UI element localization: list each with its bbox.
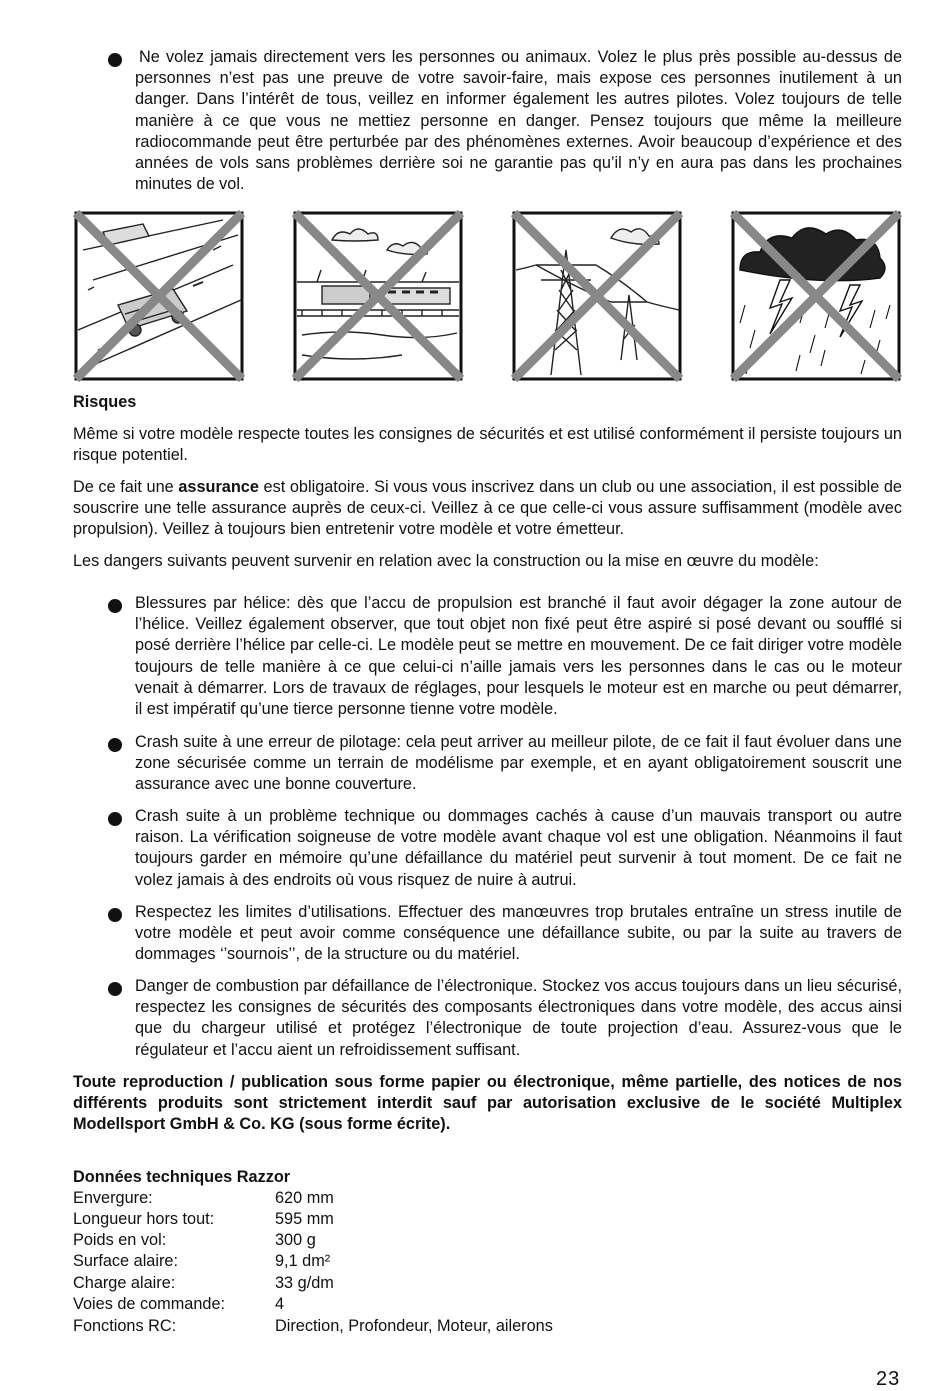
spec-label: Longueur hors tout: (73, 1210, 215, 1228)
no-fly-near-power-lines-icon (511, 210, 683, 382)
spec-row (73, 1252, 773, 1273)
specs-heading: Données techniques Razzor (73, 1168, 291, 1186)
no-fly-over-roads-icon (73, 210, 245, 382)
risks-heading: Risques (73, 393, 137, 411)
spec-row (73, 1210, 773, 1231)
bullet-dot (108, 53, 122, 67)
no-fly-near-railway-icon (292, 210, 464, 382)
spec-value: 33 g/dm (275, 1274, 334, 1292)
bullet-dot (108, 982, 122, 996)
risks-paragraph-2 (73, 477, 902, 540)
risks-paragraph-1: Même si votre modèle respecte toutes les consignes de sécurités et est utilisé conformément il persiste toujours un risque potentiel. (73, 425, 902, 464)
spec-row (73, 1317, 773, 1338)
spec-row (73, 1274, 773, 1295)
page-number: 23 (876, 1368, 901, 1390)
risks-paragraph-3: Les dangers suivants peuvent survenir en relation avec la construction ou la mise en œuvre du modèle: (73, 552, 819, 570)
spec-row (73, 1231, 773, 1252)
spec-label: Envergure: (73, 1189, 153, 1207)
spec-label: Surface alaire: (73, 1252, 178, 1270)
intro-bullet-text: Ne volez jamais directement vers les personnes ou animaux. Volez le plus près possible au-dessus de personnes n’est pas une preuve de votre savoir-faire, mais expose ces personnes inutilement à un danger. Dans l’intérêt de tous, veillez en informer également les autres pilotes. Volez toujours de telle manière à ce que vous ne mettiez personne en danger. Pensez toujours que même la meilleure radiocommande peut être perturbée par des phénomènes externes. Avoir beaucoup d’expérience et des années de vols sans problèmes derrière soi ne garantie pas qu’il n’y en aura pas dans les prochaines minutes de vol. (135, 48, 902, 194)
no-fly-in-storm-icon (730, 210, 902, 382)
danger-item-propeller: Blessures par hélice: dès que l’accu de propulsion est branché il faut avoir dégager la zone autour de l’hélice. Veillez également observer, que tout objet non fixé peut être aspiré si posé devant ou soufflé si posé derrière l’hélice par celle-ci. Le modèle peut se mettre en mouvement. De ce fait diriger votre modèle toujours de telle manière à ce que celui-ci n’aille jamais vers les personnes dans le cas ou le moteur venait à démarrer. Lors de travaux de réglages, pour lesquels le moteur est en marche ou peut démarrer, il est impératif qu’une tierce personne tienne votre modèle. (135, 594, 902, 719)
bullet-dot (108, 908, 122, 922)
spec-value: 620 mm (275, 1189, 334, 1207)
prohibition-pictograms (73, 210, 903, 382)
bullet-dot (108, 738, 122, 752)
risks-p2-bold: assurance (178, 478, 259, 496)
spec-value: Direction, Profondeur, Moteur, ailerons (275, 1317, 553, 1335)
spec-value: 300 g (275, 1231, 316, 1249)
spec-value: 595 mm (275, 1210, 334, 1228)
spec-label: Poids en vol: (73, 1231, 167, 1249)
danger-item-technical-crash: Crash suite à un problème technique ou dommages cachés à cause d’un mauvais transport ou autre raison. La vérification soigneuse de votre modèle avant chaque vol est une obligation. Néanmoins il faut toujours garder en mémoire qu’une défaillance du matériel peut survenir à tout moment. De ce fait ne volez jamais à des endroits où vous risquez de nuire à autrui. (135, 807, 902, 889)
spec-value: 9,1 dm² (275, 1252, 331, 1270)
spec-label: Voies de commande: (73, 1295, 226, 1313)
spec-row (73, 1295, 773, 1316)
risks-p2-after: est obligatoire. Si vous vous inscrivez dans un club ou une association, il est possible de souscrire une telle assurance auprès de ceux-ci. Veillez à ce que celle-ci vous assure suffisamment (modèle avec propulsion). Veillez à toujours bien entretenir votre modèle et votre émetteur. (73, 478, 902, 538)
spec-row (73, 1189, 773, 1210)
copyright-notice: Toute reproduction / publication sous forme papier ou électronique, même partielle, des notices de nos différents produits sont strictement interdit sauf par autorisation exclusive de le société Multiplex Modellsport GmbH & Co. KG (sous forme écrite). (73, 1073, 902, 1133)
spec-label: Charge alaire: (73, 1274, 176, 1292)
bullet-dot (108, 599, 122, 613)
spec-label: Fonctions RC: (73, 1317, 177, 1335)
risks-p2-before: De ce fait une (73, 478, 179, 496)
danger-item-pilot-error: Crash suite à une erreur de pilotage: cela peut arriver au meilleur pilote, de ce fait il faut évoluer dans une zone sécurisée comme un terrain de modélisme par exemple, et en ayant obligatoirement souscrit une assurance avec une bonne couverture. (135, 733, 902, 794)
spec-value: 4 (275, 1295, 285, 1313)
danger-item-limits: Respectez les limites d’utilisations. Effectuer des manœuvres trop brutales entraîne un stress inutile de votre modèle et peut avoir comme conséquence une défaillance subite, ou par la suite au travers de dommages ‘’sournois’’, de la structure ou du matériel. (135, 903, 902, 964)
danger-item-combustion: Danger de combustion par défaillance de l’électronique. Stockez vos accus toujours dans un lieu sécurisé, respectez les consignes de sécurités des composants électroniques dans votre modèle, des accus ainsi que du chargeur utilisé et protégez l’électronique de toute projection d’eau. Assurez-vous que le régulateur et l’accu aient un refroidissement suffisant. (135, 977, 902, 1059)
bullet-dot (108, 812, 122, 826)
